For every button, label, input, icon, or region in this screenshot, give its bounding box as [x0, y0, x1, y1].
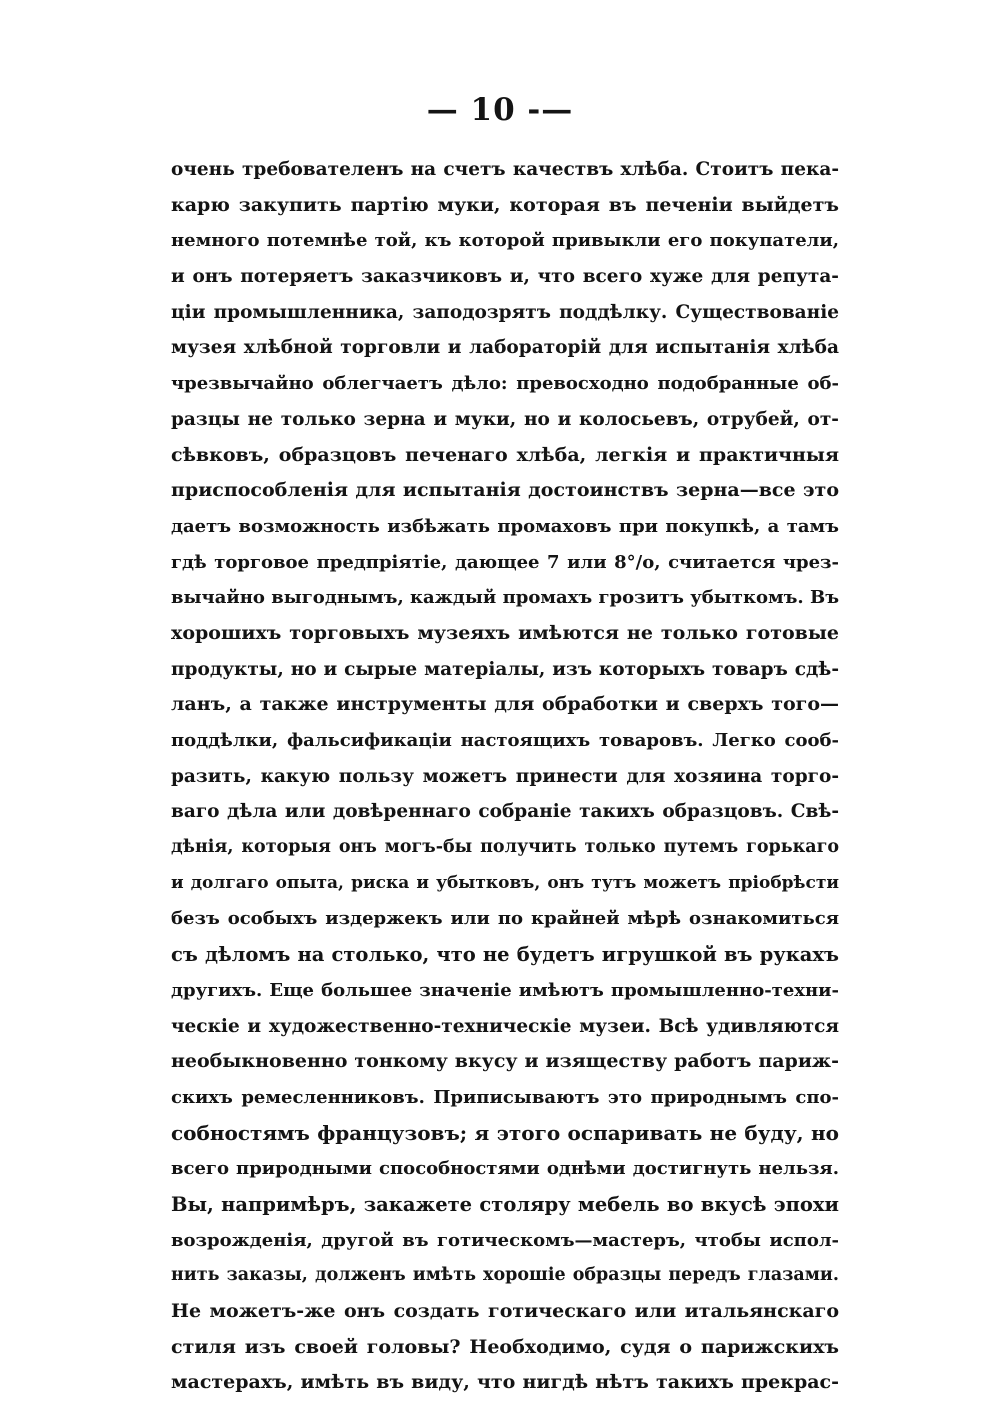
text-line: ческіе и художественно-техническіе музеи. Всѣ удивляются	[171, 1015, 839, 1037]
text-line: ціи промышленника, заподозрятъ поддѣлку. Существованіе	[171, 301, 839, 323]
text-line: безъ особыхъ издержекъ или по крайней мѣрѣ ознакомиться	[171, 908, 839, 930]
text-line: сѣвковъ, образцовъ печенаго хлѣба, легкія и практичныя	[171, 443, 839, 466]
text-line: ланъ, а также инструменты для обработки и сверхъ того—	[171, 693, 839, 716]
text-line: разить, какую пользу можетъ принести для хозяина торго-	[171, 765, 839, 787]
text-line: скихъ ремесленниковъ. Приписываютъ это природнымъ спо-	[171, 1086, 839, 1108]
text-line: приспособленія для испытанія достоинствъ зерна—все это	[171, 479, 839, 502]
text-line: гдѣ торговое предпріятіе, дающее 7 или 8°/о, считается чрез-	[171, 551, 839, 573]
text-line: дѣнія, которыя онъ могъ-бы получить только путемъ горькаго	[171, 837, 839, 858]
text-line: Не можетъ-же онъ создать готическаго или итальянскаго	[171, 1300, 839, 1322]
text-line: стиля изъ своей головы? Необходимо, судя о парижскихъ	[171, 1335, 839, 1358]
text-line: разцы не только зерна и муки, но и колосьевъ, отрубей, от-	[171, 408, 839, 430]
text-line: и онъ потеряетъ заказчиковъ и, что всего хуже для репута-	[171, 266, 839, 288]
text-line: и долгаго опыта, риска и убытковъ, онъ тутъ можетъ пріобрѣсти	[171, 872, 839, 893]
text-line: хорошихъ торговыхъ музеяхъ имѣются не только готовые	[171, 621, 839, 644]
text-line: ваго дѣла или довѣреннаго собраніе такихъ образцовъ. Свѣ-	[171, 801, 839, 823]
text-line: поддѣлки, фальсификаціи настоящихъ товаровъ. Легко сооб-	[171, 730, 839, 751]
text-line: всего природными способностями однѣми достигнуть нельзя.	[171, 1158, 839, 1180]
text-line: очень требователенъ на счетъ качествъ хлѣба. Стоитъ пека-	[171, 159, 839, 180]
text-line: другихъ. Еще большее значеніе имѣютъ промышленно-техни-	[171, 979, 839, 1001]
text-line: собностямъ французовъ; я этого оспаривать не буду, но	[171, 1120, 839, 1145]
text-line: Вы, напримѣръ, закажете столяру мебель во вкусѣ эпохи	[171, 1192, 839, 1216]
text-line: мастерахъ, имѣть въ виду, что нигдѣ нѣтъ такихъ прекрас-	[171, 1371, 839, 1394]
text-line: нить заказы, долженъ имѣть хорошіе образцы передъ глазами.	[171, 1265, 839, 1286]
page-number: — 10 -—	[426, 92, 574, 128]
text-line: музея хлѣбной торговли и лабораторій для испытанія хлѣба	[171, 337, 839, 359]
text-line: необыкновенно тонкому вкусу и изяществу работъ париж-	[171, 1050, 839, 1073]
text-line: возрожденія, другой въ готическомъ—мастеръ, чтобы испол-	[171, 1229, 839, 1251]
body-text	[171, 152, 839, 1401]
text-line: немного потемнѣе той, къ которой привыкли его покупатели,	[171, 230, 839, 252]
text-line: чрезвычайно облегчаетъ дѣло: превосходно подобранные об-	[171, 373, 839, 395]
text-line: карю закупить партію муки, которая въ печеніи выйдетъ	[171, 193, 839, 216]
text-line: продукты, но и сырые матеріалы, изъ которыхъ товаръ сдѣ-	[171, 658, 839, 680]
text-line: даетъ возможность избѣжать промаховъ при покупкѣ, а тамъ	[171, 515, 839, 537]
text-line: съ дѣломъ на столько, что не будетъ игрушкой въ рукахъ	[171, 943, 839, 967]
text-line: вычайно выгоднымъ, каждый промахъ грозитъ убыткомъ. Въ	[171, 587, 839, 609]
